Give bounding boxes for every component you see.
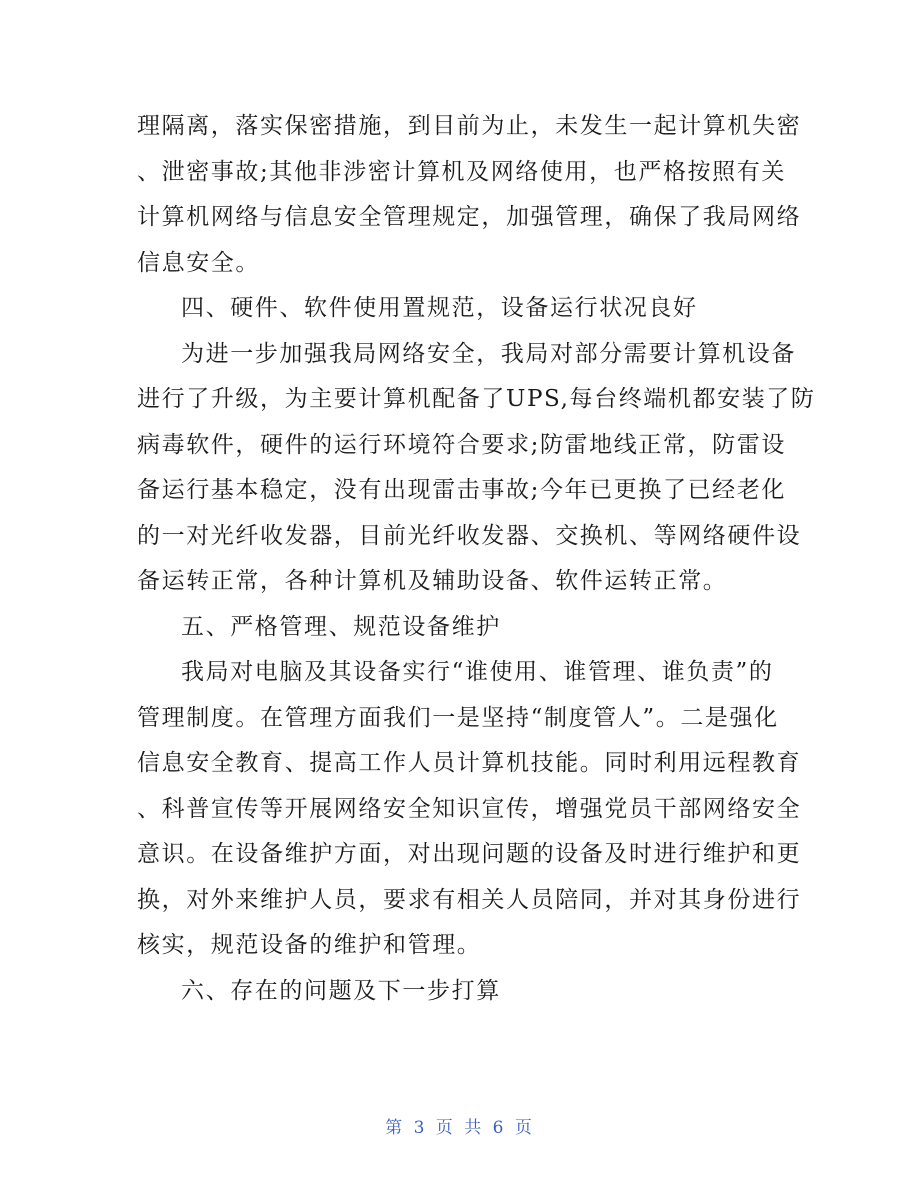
section-heading-5: 五、严格管理、规范设备维护 (181, 613, 501, 640)
section-heading-6: 六、存在的问题及下一步打算 (181, 977, 501, 1004)
text-line: 的一对光纤收发器，目前光纤收发器、交换机、等网络硬件设 (137, 522, 802, 549)
text-line: 备运转正常，各种计算机及辅助设备、软件运转正常。 (137, 568, 728, 594)
text-line: 计算机网络与信息安全管理规定，加强管理，确保了我局网络 (137, 204, 802, 230)
text-line: 信息安全。 (137, 249, 260, 276)
text-line: 管理制度。在管理方面我们一是坚持“制度管人”。二是强化 (137, 704, 779, 731)
document-body (137, 104, 816, 1014)
text-line: 病毒软件，硬件的运行环境符合要求;防雷地线正常，防雷设 (137, 431, 786, 458)
section-heading-4: 四、硬件、软件使用置规范，设备运行状况良好 (181, 295, 698, 321)
text-line: 意识。在设备维护方面，对出现问题的设备及时进行维护和更 (137, 841, 802, 867)
text-line: 我局对电脑及其设备实行“谁使用、谁管理、谁负责”的 (181, 659, 774, 685)
text-line: 、泄密事故;其他非涉密计算机及网络使用，也严格按照有关 (137, 158, 786, 185)
text-line: 备运行基本稳定，没有出现雷击事故;今年已更换了已经老化 (137, 477, 786, 503)
text-line: 进行了升级，为主要计算机配备了UPS,每台终端机都安装了防 (137, 386, 816, 412)
text-line: 换，对外来维护人员，要求有相关人员陪同，并对其身份进行 (137, 886, 802, 913)
page-number-footer: 第 3 页 共 6 页 (385, 1118, 535, 1138)
text-line: 、科普宣传等开展网络安全知识宣传，增强党员干部网络安全 (137, 795, 802, 822)
text-line: 理隔离，落实保密措施，到目前为止，未发生一起计算机失密 (137, 113, 802, 139)
text-line: 信息安全教育、提高工作人员计算机技能。同时利用远程教育 (137, 750, 802, 776)
text-line: 核实，规范设备的维护和管理。 (137, 932, 482, 958)
text-line: 为进一步加强我局网络安全，我局对部分需要计算机设备 (181, 340, 796, 367)
